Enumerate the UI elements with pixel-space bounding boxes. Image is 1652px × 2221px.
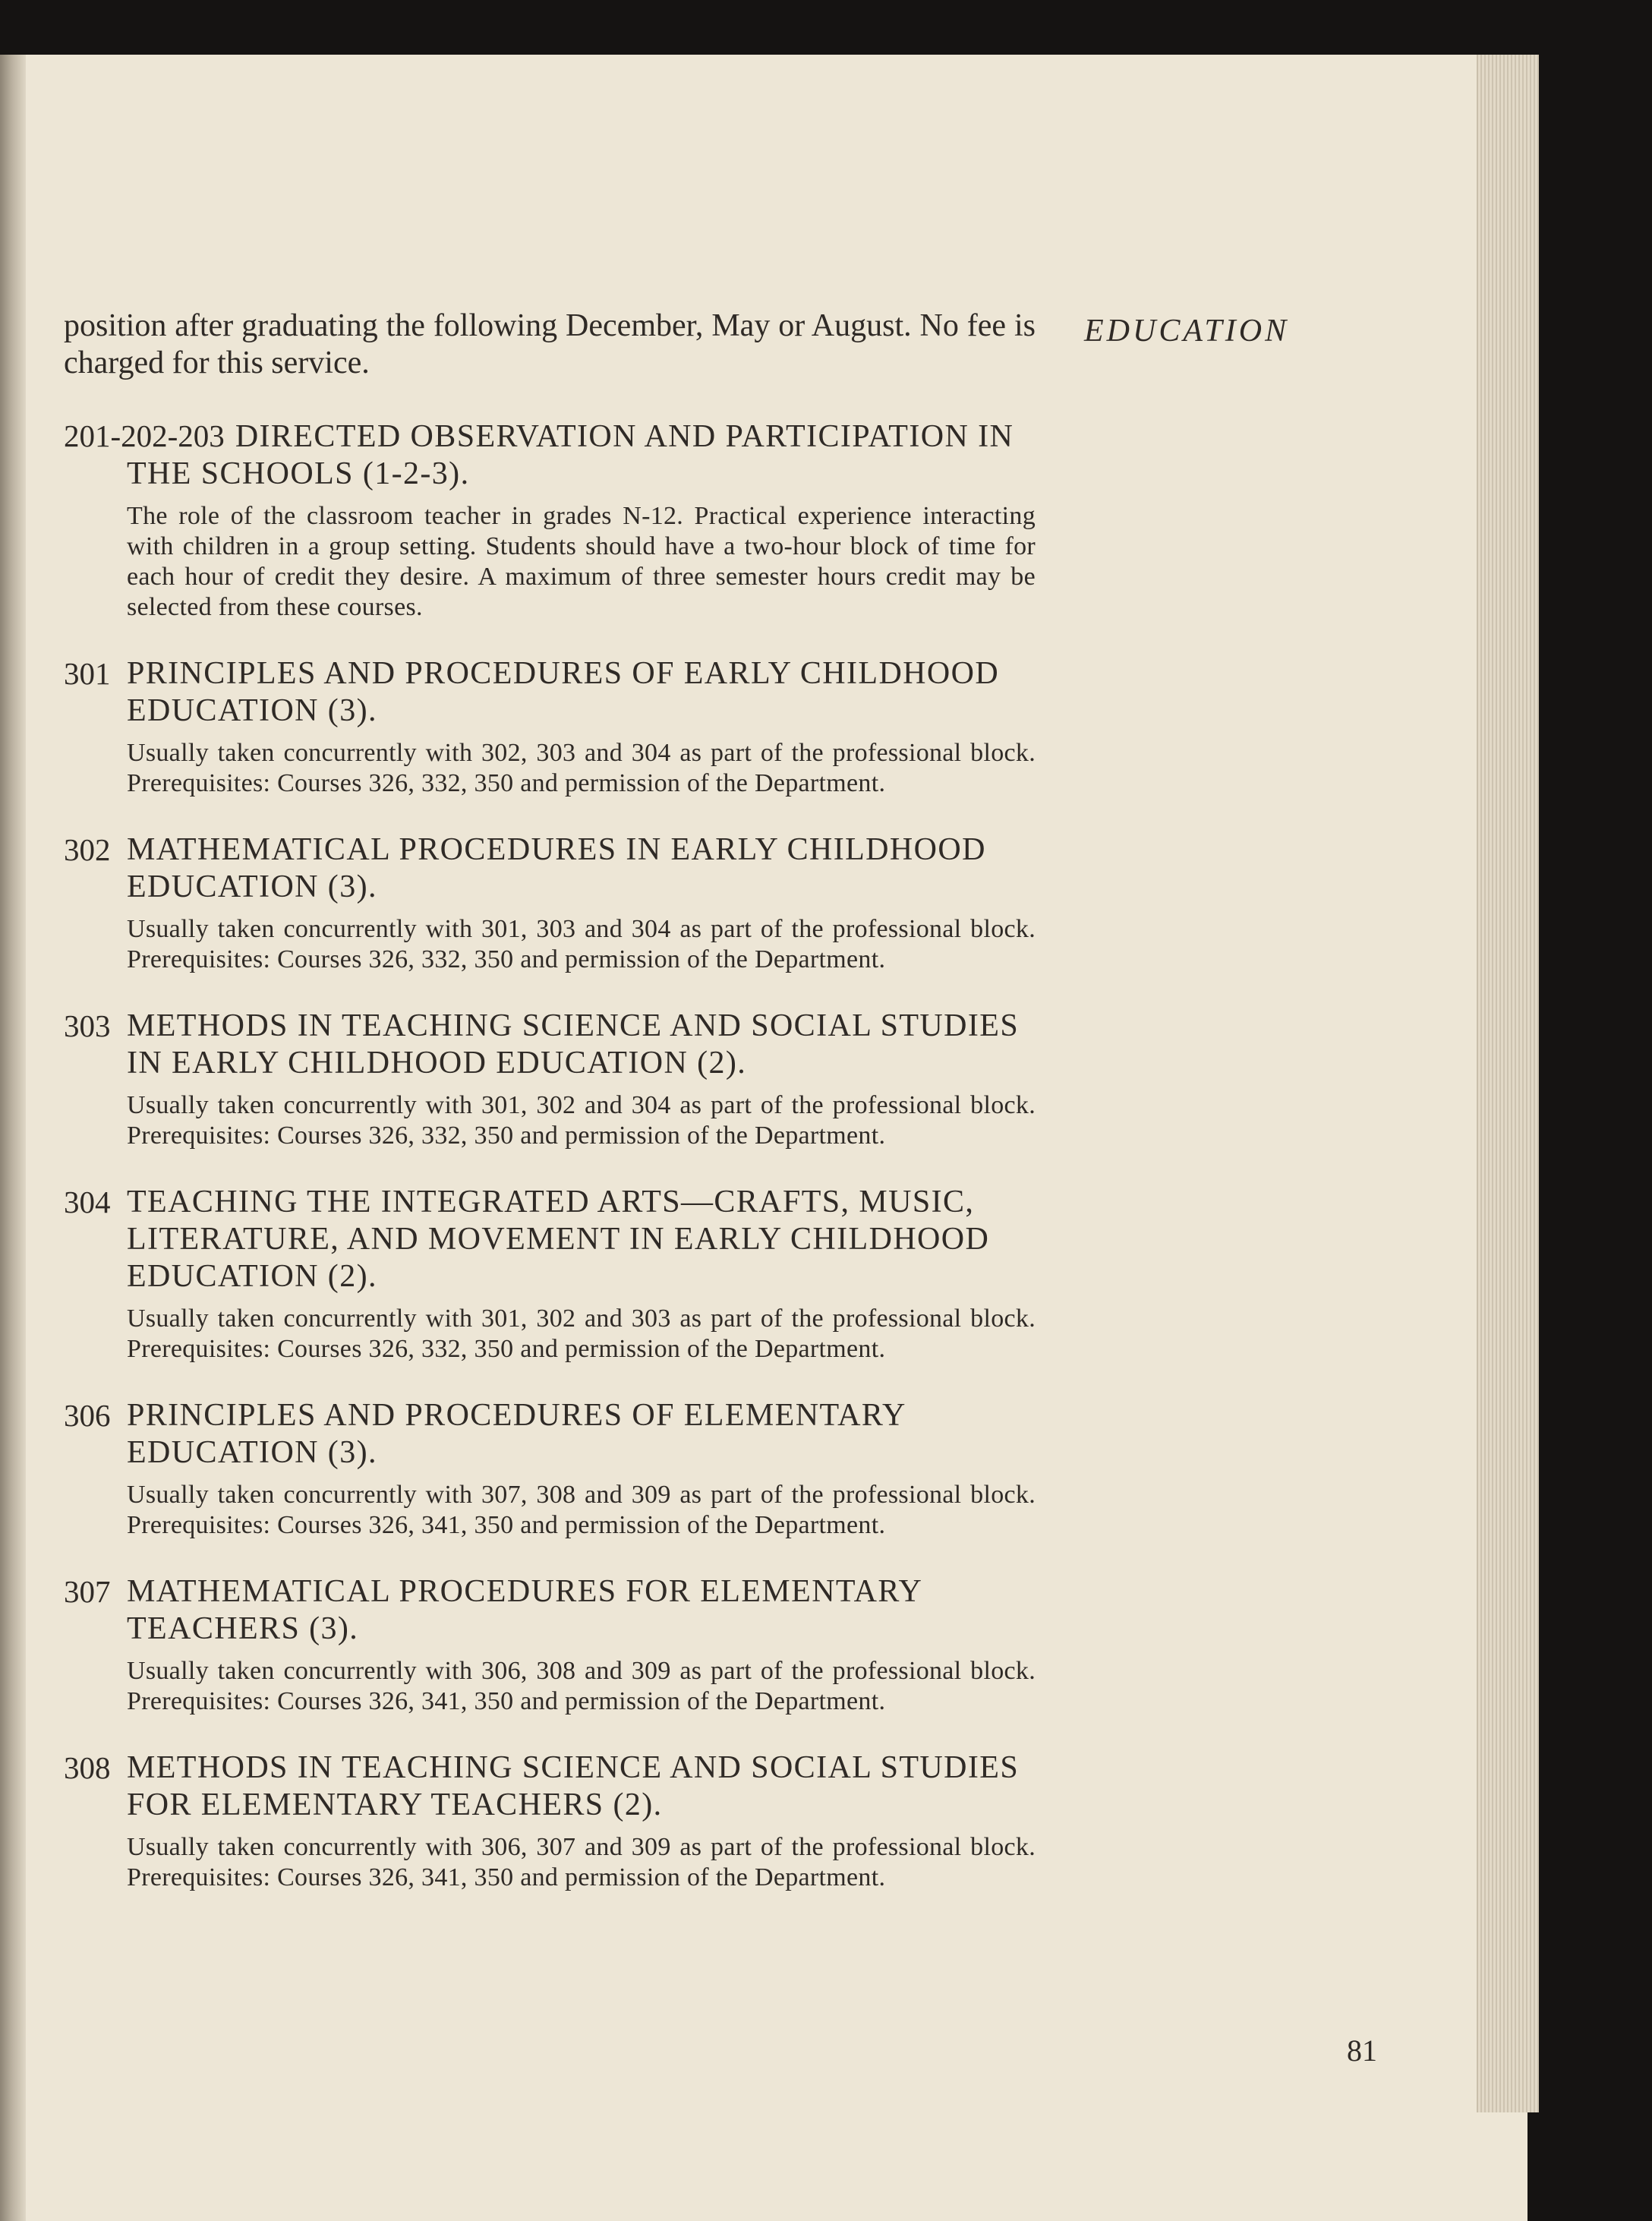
page-body — [64, 308, 1036, 1893]
course-entry — [64, 831, 1036, 975]
course-entry — [64, 1397, 1036, 1541]
course-entry — [64, 655, 1036, 799]
course-description: Usually taken concurrently with 302, 303 and 304 as part of the professional block. Prerequisites: Courses 326, 332, 350 and permission of the Department. — [127, 739, 1036, 797]
course-number: 304 — [64, 1185, 111, 1219]
page-number: 81 — [1347, 2033, 1377, 2068]
course-description: Usually taken concurrently with 306, 307 and 309 as part of the professional block. Prerequisites: Courses 326, 341, 350 and permission of the Department. — [127, 1833, 1036, 1891]
course-heading — [64, 1184, 1036, 1295]
course-entry — [64, 1749, 1036, 1893]
course-description: Usually taken concurrently with 301, 302 and 304 as part of the professional block. Prerequisites: Courses 326, 332, 350 and permission of the Department. — [127, 1091, 1036, 1150]
course-heading — [64, 1397, 1036, 1472]
course-heading — [64, 831, 1036, 906]
course-entry — [64, 1008, 1036, 1151]
course-heading — [64, 1573, 1036, 1648]
course-description: Usually taken concurrently with 301, 302 and 303 as part of the professional block. Prerequisites: Courses 326, 332, 350 and permission of the Department. — [127, 1305, 1036, 1363]
course-heading — [64, 655, 1036, 730]
intro-paragraph: position after graduating the following December, May or August. No fee is charged for this service. — [64, 308, 1036, 380]
course-title: DIRECTED OBSERVATION AND PARTICIPATION IN THE SCHOOLS (1-2-3). — [127, 419, 1014, 491]
course-entry — [64, 1184, 1036, 1364]
section-title: EDUCATION — [1084, 314, 1290, 349]
course-title: MATHEMATICAL PROCEDURES FOR ELEMENTARY TEACHERS (3). — [127, 1574, 922, 1646]
course-heading — [64, 1008, 1036, 1082]
course-description: The role of the classroom teacher in grades N-12. Practical experience interacting with children in a group setting. Students should have a two-hour block of time for each hour of credit they desire. A maximum of three semester hours credit may be selected from these courses. — [127, 502, 1036, 621]
course-title: METHODS IN TEACHING SCIENCE AND SOCIAL STUDIES IN EARLY CHILDHOOD EDUCATION (2). — [127, 1008, 1020, 1081]
course-entry — [64, 418, 1036, 623]
course-number: 302 — [64, 832, 111, 867]
course-heading — [64, 1749, 1036, 1824]
course-heading — [64, 418, 1036, 493]
course-title: METHODS IN TEACHING SCIENCE AND SOCIAL STUDIES FOR ELEMENTARY TEACHERS (2). — [127, 1750, 1020, 1822]
course-title: PRINCIPLES AND PROCEDURES OF ELEMENTARY EDUCATION (3). — [127, 1398, 906, 1470]
book-spine-shadow — [0, 55, 26, 2221]
course-number: 303 — [64, 1008, 111, 1043]
course-title: PRINCIPLES AND PROCEDURES OF EARLY CHILDHOOD EDUCATION (3). — [127, 656, 1000, 728]
course-number: 306 — [64, 1398, 111, 1433]
course-description: Usually taken concurrently with 301, 303 and 304 as part of the professional block. Prerequisites: Courses 326, 332, 350 and permission of the Department. — [127, 915, 1036, 973]
course-number: 308 — [64, 1750, 111, 1785]
course-title: MATHEMATICAL PROCEDURES IN EARLY CHILDHOOD EDUCATION (3). — [127, 832, 986, 904]
course-title: TEACHING THE INTEGRATED ARTS—CRAFTS, MUSIC, LITERATURE, AND MOVEMENT IN EARLY CHILDHOOD EDUCATION (2). — [127, 1185, 990, 1294]
course-number: 307 — [64, 1574, 111, 1609]
course-description: Usually taken concurrently with 307, 308 and 309 as part of the professional block. Prerequisites: Courses 326, 341, 350 and permission of the Department. — [127, 1481, 1036, 1539]
page-edges — [1477, 55, 1539, 2112]
course-entry — [64, 1573, 1036, 1717]
course-description: Usually taken concurrently with 306, 308 and 309 as part of the professional block. Prerequisites: Courses 326, 341, 350 and permission of the Department. — [127, 1657, 1036, 1715]
course-number: 201-202-203 — [64, 418, 225, 453]
course-number: 301 — [64, 656, 111, 691]
